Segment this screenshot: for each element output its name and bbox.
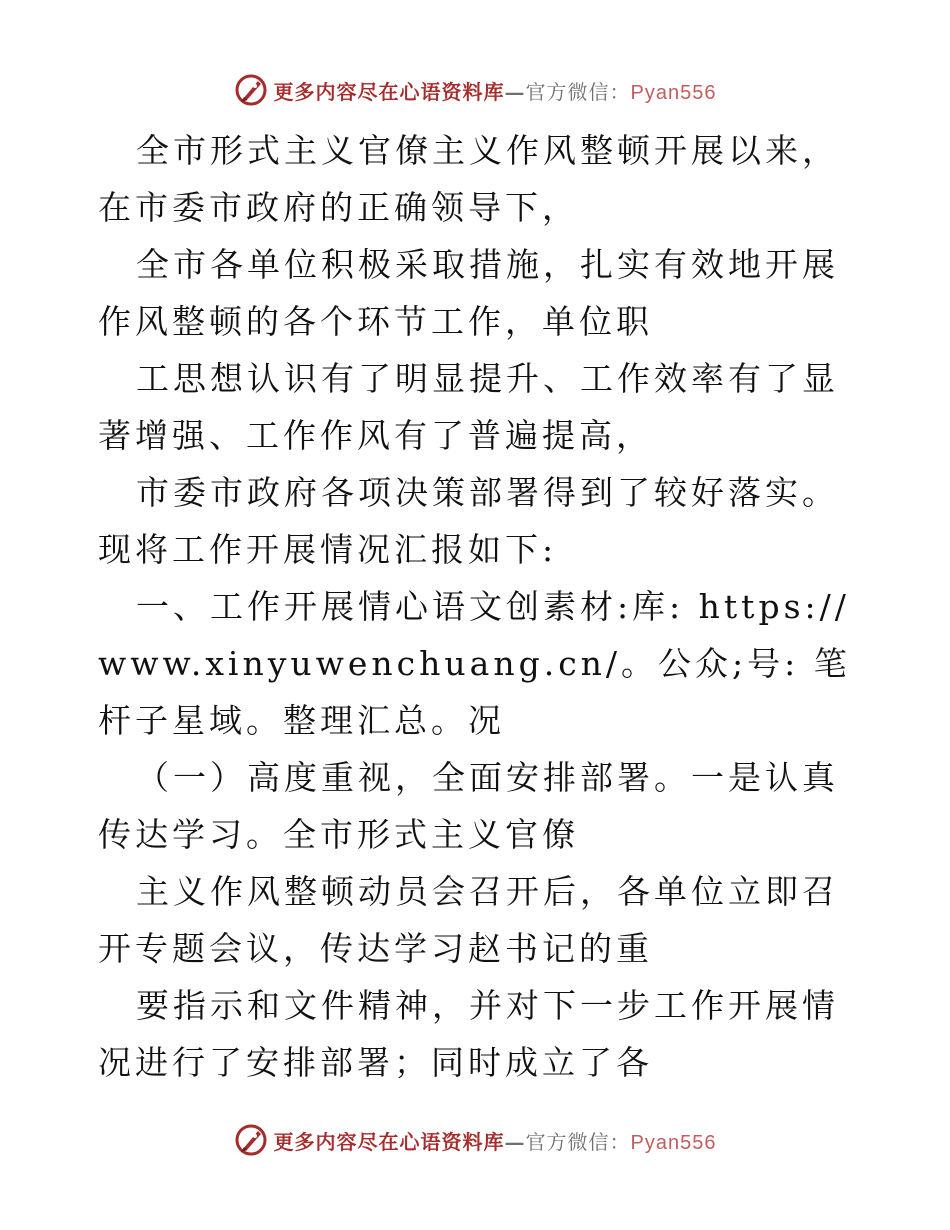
paragraph: 市委市政府各项决策部署得到了较好落实。现将工作开展情况汇报如下: — [98, 473, 839, 569]
header-banner — [0, 70, 950, 110]
paragraph: （一）高度重视，全面安排部署。一是认真传达学习。全市形式主义官僚 — [98, 758, 839, 854]
banner-dash: — — [504, 79, 526, 104]
paragraph: 一、工作开展情心语文创素材:库: https://www.xinyuwenchuang.cn/。公众;号: 笔杆子星域。整理汇总。况 — [98, 587, 851, 740]
paragraph: 全市各单位积极采取措施，扎实有效地开展作风整顿的各个环节工作，单位职 — [98, 245, 839, 341]
document-body — [98, 122, 858, 1091]
footer-banner-text — [274, 1126, 717, 1155]
paragraph: 全市形式主义官僚主义作风整顿开展以来，在市委市政府的正确领导下， — [98, 131, 839, 227]
quill-pen-logo-icon — [234, 1123, 268, 1157]
paragraph: 要指示和文件精神，并对下一步工作开展情况进行了安排部署；同时成立了各 — [98, 986, 839, 1082]
banner-main-text: 更多内容尽在心语资料库 — [273, 1129, 505, 1154]
footer-banner — [0, 1120, 950, 1160]
header-banner-text — [274, 76, 717, 105]
banner-wechat-id: Pyan556 — [630, 1131, 717, 1154]
quill-pen-logo-icon — [234, 73, 268, 107]
banner-main-text: 更多内容尽在心语资料库 — [273, 79, 505, 104]
banner-wechat-id: Pyan556 — [630, 81, 717, 104]
banner-dash: — — [504, 1129, 526, 1154]
banner-wechat-label: 官方微信： — [525, 79, 631, 104]
banner-wechat-label: 官方微信： — [525, 1129, 631, 1154]
paragraph: 工思想认识有了明显提升、工作效率有了显著增强、工作作风有了普遍提高， — [98, 359, 839, 455]
paragraph: 主义作风整顿动员会召开后，各单位立即召开专题会议，传达学习赵书记的重 — [98, 872, 839, 968]
